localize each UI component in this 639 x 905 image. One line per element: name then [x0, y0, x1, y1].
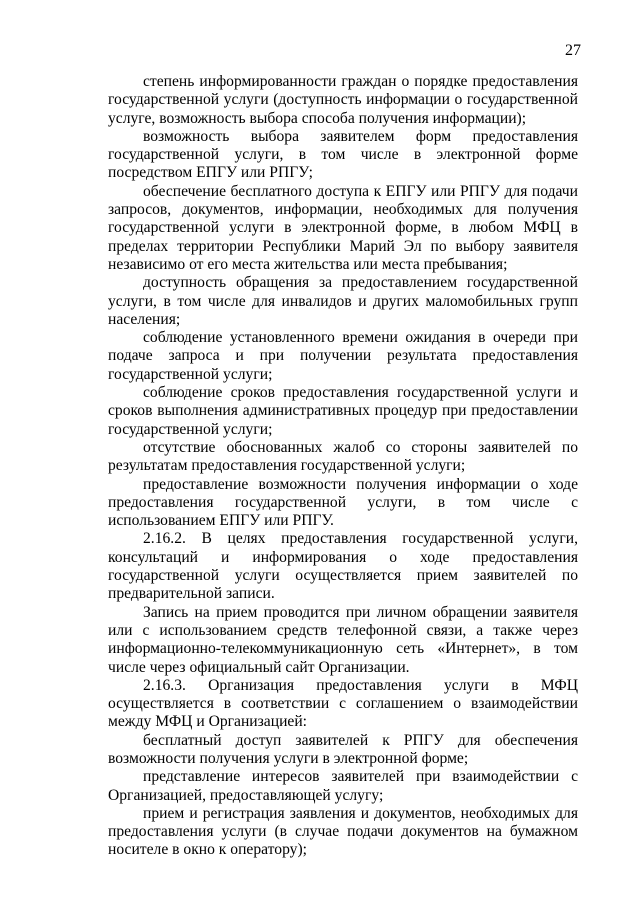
section-paragraph: 2.16.3. Организация предоставления услуги в МФЦ осуществляется в соответствии с соглашением о взаимодействии между МФЦ и Организацией: — [108, 676, 578, 731]
paragraph: отсутствие обоснованных жалоб со стороны заявителей по результатам предоставления государственной услуги; — [108, 438, 578, 475]
paragraph: предоставление возможности получения информации о ходе предоставления государственной услуги, в том числе с использованием ЕПГУ или РПГУ. — [108, 475, 578, 530]
paragraph: Запись на прием проводится при личном обращении заявителя или с использованием средств телефонной связи, а также через информационно-телекоммуникационную сеть «Интернет», в том числе через официальный сайт Организации. — [108, 603, 578, 676]
paragraph: степень информированности граждан о порядке предоставления государственной услуги (доступность информации о государственной услуге, возможность выбора способа получения информации); — [108, 73, 578, 127]
paragraph: соблюдение сроков предоставления государственной услуги и сроков выполнения административных процедур при предоставлении государственной услуги; — [108, 384, 578, 438]
paragraph: обеспечение бесплатного доступа к ЕПГУ или РПГУ для подачи запросов, документов, информации, необходимых для получения государственной услуги в электронной форме, в любом МФЦ в пределах территории Республики Марий Эл по выбору заявителя независимо от его места жительства или места пребывания; — [108, 182, 578, 273]
section-paragraph: 2.16.2. В целях предоставления государственной услуги, консультаций и информирования о ходе предоставления государственной услуги осуществляется прием заявителей по предварительной записи. — [108, 530, 578, 603]
paragraph: бесплатный доступ заявителей к РПГУ для обеспечения возможности получения услуги в электронной форме; — [108, 731, 578, 767]
paragraph: соблюдение установленного времени ожидания в очереди при подаче запроса и при получении результата предоставления государственной услуги; — [108, 329, 578, 383]
paragraph: представление интересов заявителей при взаимодействии с Организацией, предоставляющей услугу; — [108, 768, 578, 804]
paragraph: доступность обращения за предоставлением государственной услуги, в том числе для инвалидов и других маломобильных групп населения; — [108, 274, 578, 328]
paragraph: прием и регистрация заявления и документов, необходимых для предоставления услуги (в случае подачи документов на бумажном носителе в окно к оператору); — [108, 804, 578, 859]
page-number: 27 — [565, 42, 581, 59]
document-body — [108, 73, 578, 860]
paragraph: возможность выбора заявителем форм предоставления государственной услуги, в том числе в электронной форме посредством ЕПГУ или РПГУ; — [108, 127, 578, 182]
